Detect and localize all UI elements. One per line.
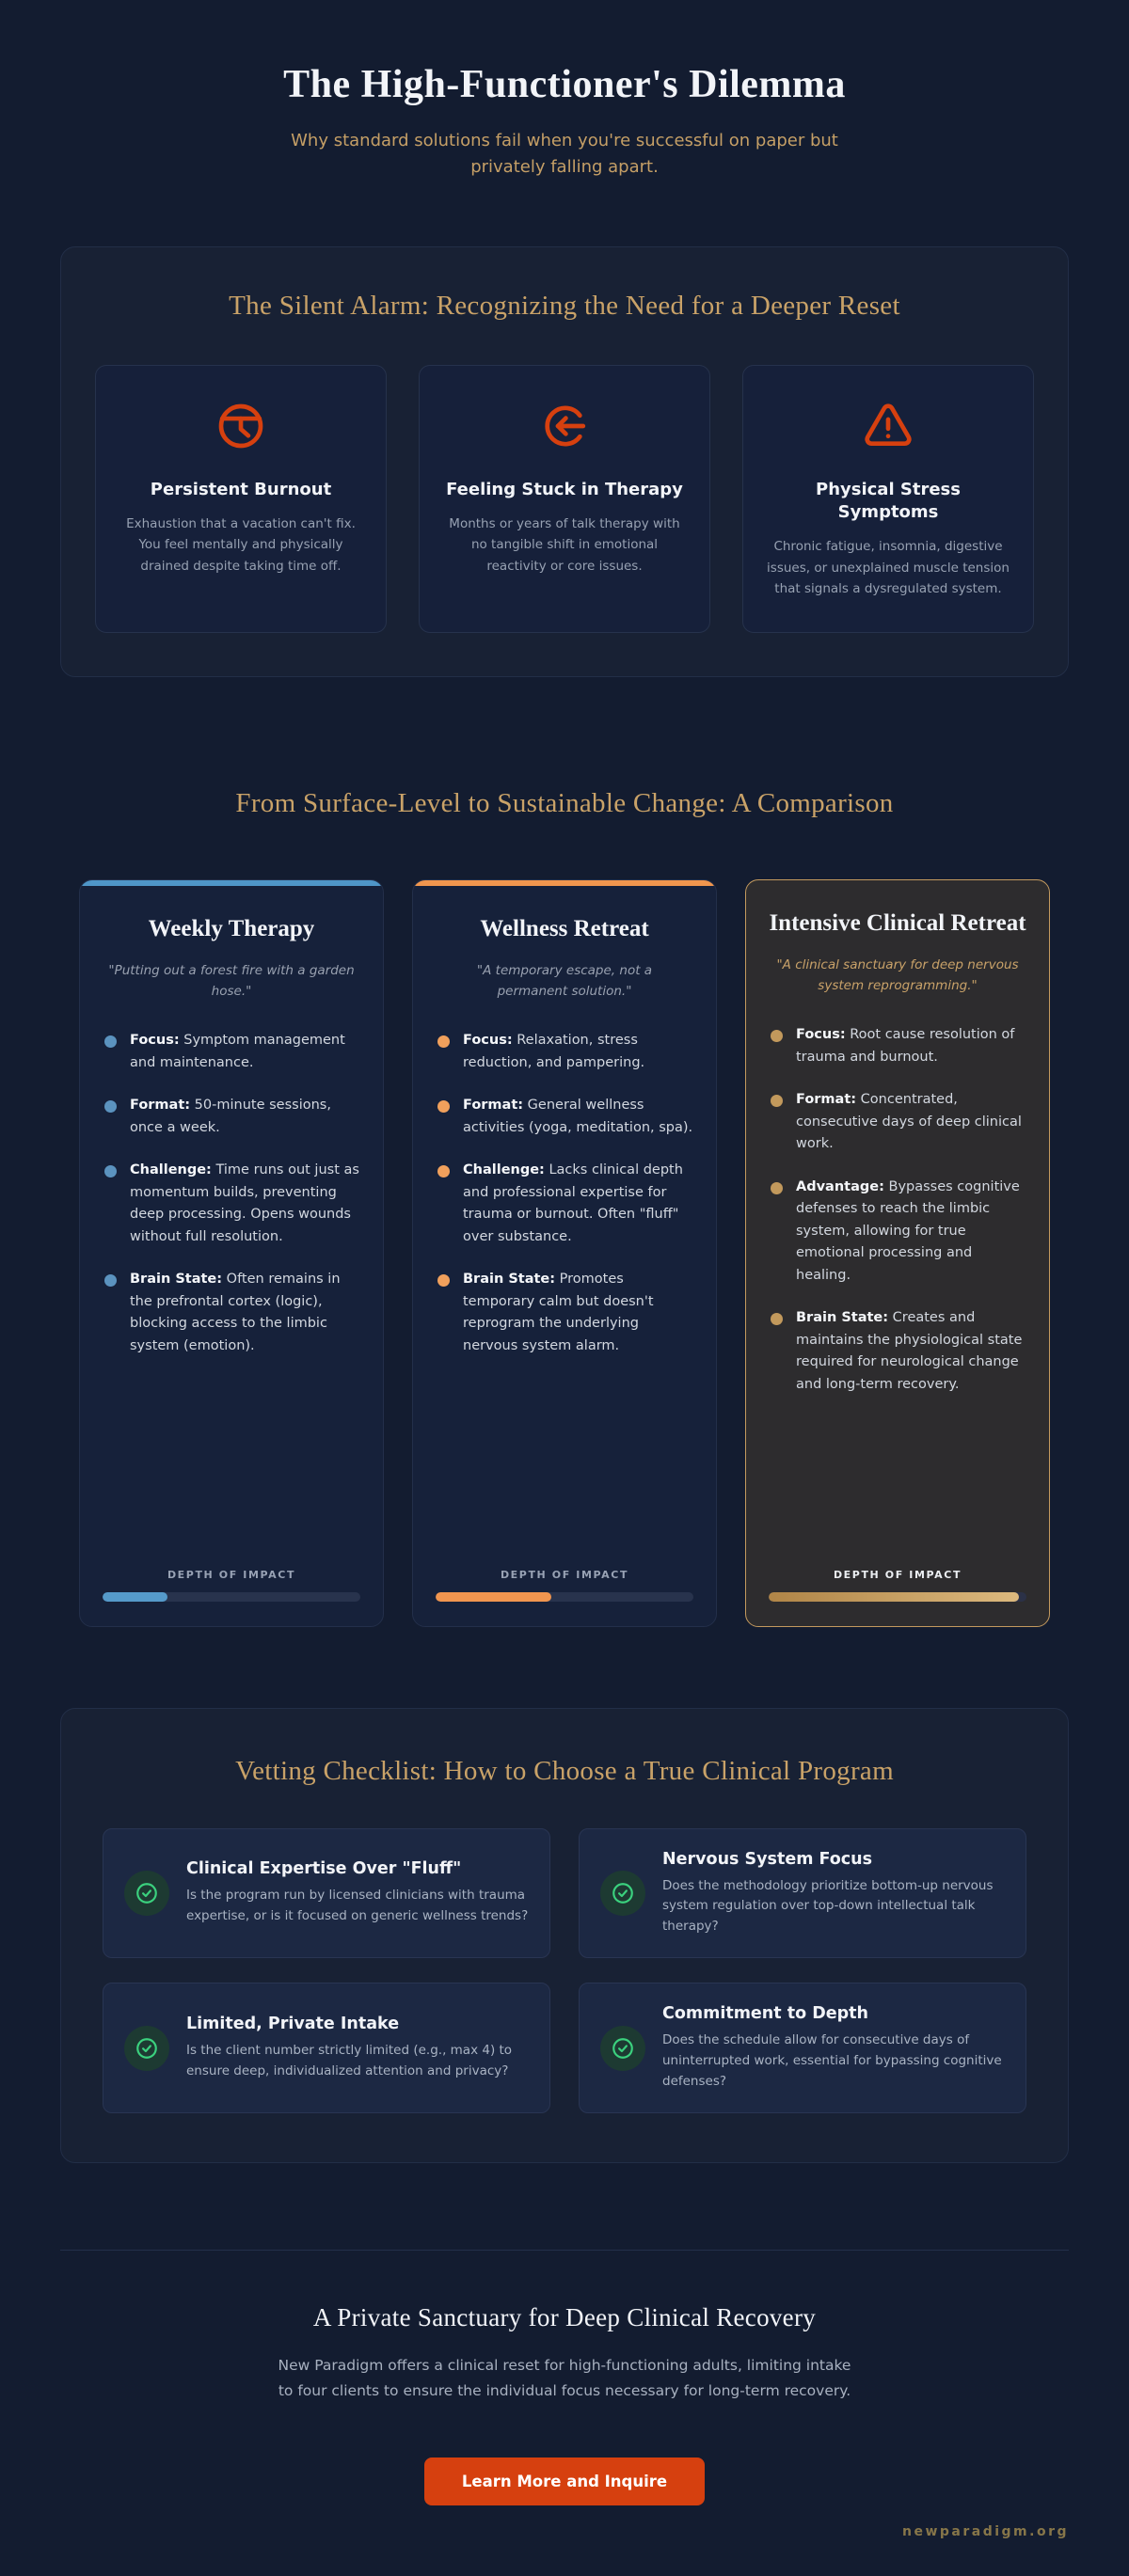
list-item: Format: General wellness activities (yoga, meditation, spa). [436,1095,693,1139]
alarm-card-description: Exhaustion that a vacation can't fix. You feel mentally and physically drained despite taking time off. [126,516,356,574]
website-url: newparadigm.org [901,2523,1069,2539]
list-item: Format: 50-minute sessions, once a week. [103,1095,360,1139]
bullet-dot [437,1100,450,1113]
bullet-dot [104,1035,117,1048]
bullet-dot [437,1274,450,1287]
bullet-dot [437,1035,450,1048]
bullet-dot [771,1182,783,1194]
footer-divider [60,2250,1069,2251]
comparison-card-weekly-therapy [79,879,384,1627]
impact-bar-fill [436,1592,551,1602]
page-subtitle: Why standard solutions fail when you're successful on paper but privately falling apart. [291,131,838,177]
list-item: Focus: Relaxation, stress reduction, and pampering. [436,1030,693,1074]
checklist-item-title: Commitment to Depth [662,2004,868,2024]
footer-title: A Private Sanctuary for Deep Clinical Recovery [312,2303,817,2332]
depth-of-impact-label: DEPTH OF IMPACT [500,1568,629,1581]
bullet-dot [437,1165,450,1177]
list-item: Format: Concentrated, consecutive days of deep clinical work. [769,1089,1026,1155]
silent-alarm-grid [95,365,1034,633]
bullet-dot [771,1095,783,1107]
page-title: The High-Functioner's Dilemma [283,63,846,106]
clock-icon [215,400,267,452]
checklist-item-title: Nervous System Focus [662,1849,873,1869]
vetting-checklist-section [60,1708,1069,2164]
bullet-dot [104,1165,117,1177]
list-item: Brain State: Promotes temporary calm but doesn't reprogram the underlying nervous system alarm. [436,1269,693,1357]
check-circle-icon [600,2026,645,2071]
comparison-card-wellness-retreat [412,879,717,1627]
impact-bar-track [103,1592,360,1602]
footer-description: New Paradigm offers a clinical reset for high-functioning adults, limiting intake to four clients to ensure the individual focus necessary for long-term recovery. [278,2357,851,2399]
checklist-item-description: Is the client number strictly limited (e.g., max 4) to ensure deep, individualized attention and privacy? [186,2043,513,2078]
depth-of-impact-label: DEPTH OF IMPACT [833,1568,962,1581]
checklist-item-description: Is the program run by licensed clinicians with trauma expertise, or is it focused on generic wellness trends? [186,1888,529,1923]
comparison-grid [79,879,1050,1627]
footer [0,2303,1129,2539]
list-item: Focus: Symptom management and maintenance. [103,1030,360,1074]
alarm-card-description: Chronic fatigue, insomnia, digestive issues, or unexplained muscle tension that signals a dysregulated system. [767,539,1010,597]
checklist-grid [103,1828,1026,2114]
list-item: Challenge: Lacks clinical depth and professional expertise for trauma or burnout. Often "fluff" over substance. [436,1160,693,1248]
impact-bar-fill [769,1592,1019,1602]
list-item: Advantage: Bypasses cognitive defenses to reach the limbic system, allowing for true emotional processing and healing. [769,1177,1026,1287]
impact-bar-track [436,1592,693,1602]
bullet-dot [104,1274,117,1287]
alarm-card-title: Physical Stress Symptoms [816,479,961,523]
comparison-card-quote: "A temporary escape, not a permanent solution." [476,963,653,999]
depth-of-impact [103,1569,360,1602]
alarm-card-title: Feeling Stuck in Therapy [446,479,683,499]
checklist-item-nervous-system-focus [579,1828,1026,1959]
comparison-card-quote: "A clinical sanctuary for deep nervous system reprogramming." [776,957,1019,993]
comparison-card-intensive-clinical-retreat [745,879,1050,1627]
vetting-checklist-title: Vetting Checklist: How to Choose a True Clinical Program [235,1755,894,1786]
comparison-card-list [103,1030,360,1543]
impact-bar-fill [103,1592,167,1602]
bullet-dot [104,1100,117,1113]
silent-alarm-title: The Silent Alarm: Recognizing the Need for a Deeper Reset [229,290,900,321]
checklist-item-clinical-expertise [103,1828,550,1959]
check-circle-icon [600,1871,645,1916]
bullet-dot [771,1030,783,1042]
depth-of-impact [436,1569,693,1602]
impact-bar-track [769,1592,1026,1602]
comparison-card-quote: "Putting out a forest fire with a garden hose." [108,963,355,999]
alarm-card-persistent-burnout [95,365,387,633]
checklist-item-limited-private-intake [103,1983,550,2113]
depth-of-impact [769,1569,1026,1602]
checklist-item-description: Does the schedule allow for consecutive days of uninterrupted work, essential for bypassing cognitive defenses? [662,2032,1002,2089]
bullet-dot [771,1313,783,1325]
comparison-card-list [436,1030,693,1543]
comparison-card-title: Weekly Therapy [148,915,315,941]
page-header [0,0,1129,181]
alarm-card-description: Months or years of talk therapy with no tangible shift in emotional reactivity or core issues. [449,516,680,574]
list-item: Focus: Root cause resolution of trauma and burnout. [769,1024,1026,1068]
checklist-item-title: Clinical Expertise Over "Fluff" [186,1859,462,1879]
comparison-title: From Surface-Level to Sustainable Change: A Comparison [235,787,894,818]
list-item: Challenge: Time runs out just as momentum builds, preventing deep processing. Opens wounds without full resolution. [103,1160,360,1248]
silent-alarm-section [60,246,1069,677]
check-circle-icon [124,2026,169,2071]
checklist-item-commitment-to-depth [579,1983,1026,2113]
comparison-card-title: Intensive Clinical Retreat [769,909,1026,936]
comparison-card-title: Wellness Retreat [480,915,649,941]
alarm-card-stuck-in-therapy [419,365,710,633]
list-item: Brain State: Often remains in the prefrontal cortex (logic), blocking access to the limbic system (emotion). [103,1269,360,1357]
check-circle-icon [124,1871,169,1916]
checklist-item-title: Limited, Private Intake [186,2015,400,2034]
checklist-item-description: Does the methodology prioritize bottom-up nervous system regulation over top-down intellectual talk therapy? [662,1877,994,1934]
warning-triangle-icon [862,400,914,452]
learn-more-button[interactable]: Learn More and Inquire [424,2457,705,2505]
alarm-card-title: Persistent Burnout [150,479,332,499]
arrow-return-icon [538,400,591,452]
list-item: Brain State: Creates and maintains the physiological state required for neurological change and long-term recovery. [769,1307,1026,1396]
depth-of-impact-label: DEPTH OF IMPACT [167,1568,296,1581]
alarm-card-physical-symptoms [742,365,1034,633]
comparison-card-list [769,1024,1026,1543]
